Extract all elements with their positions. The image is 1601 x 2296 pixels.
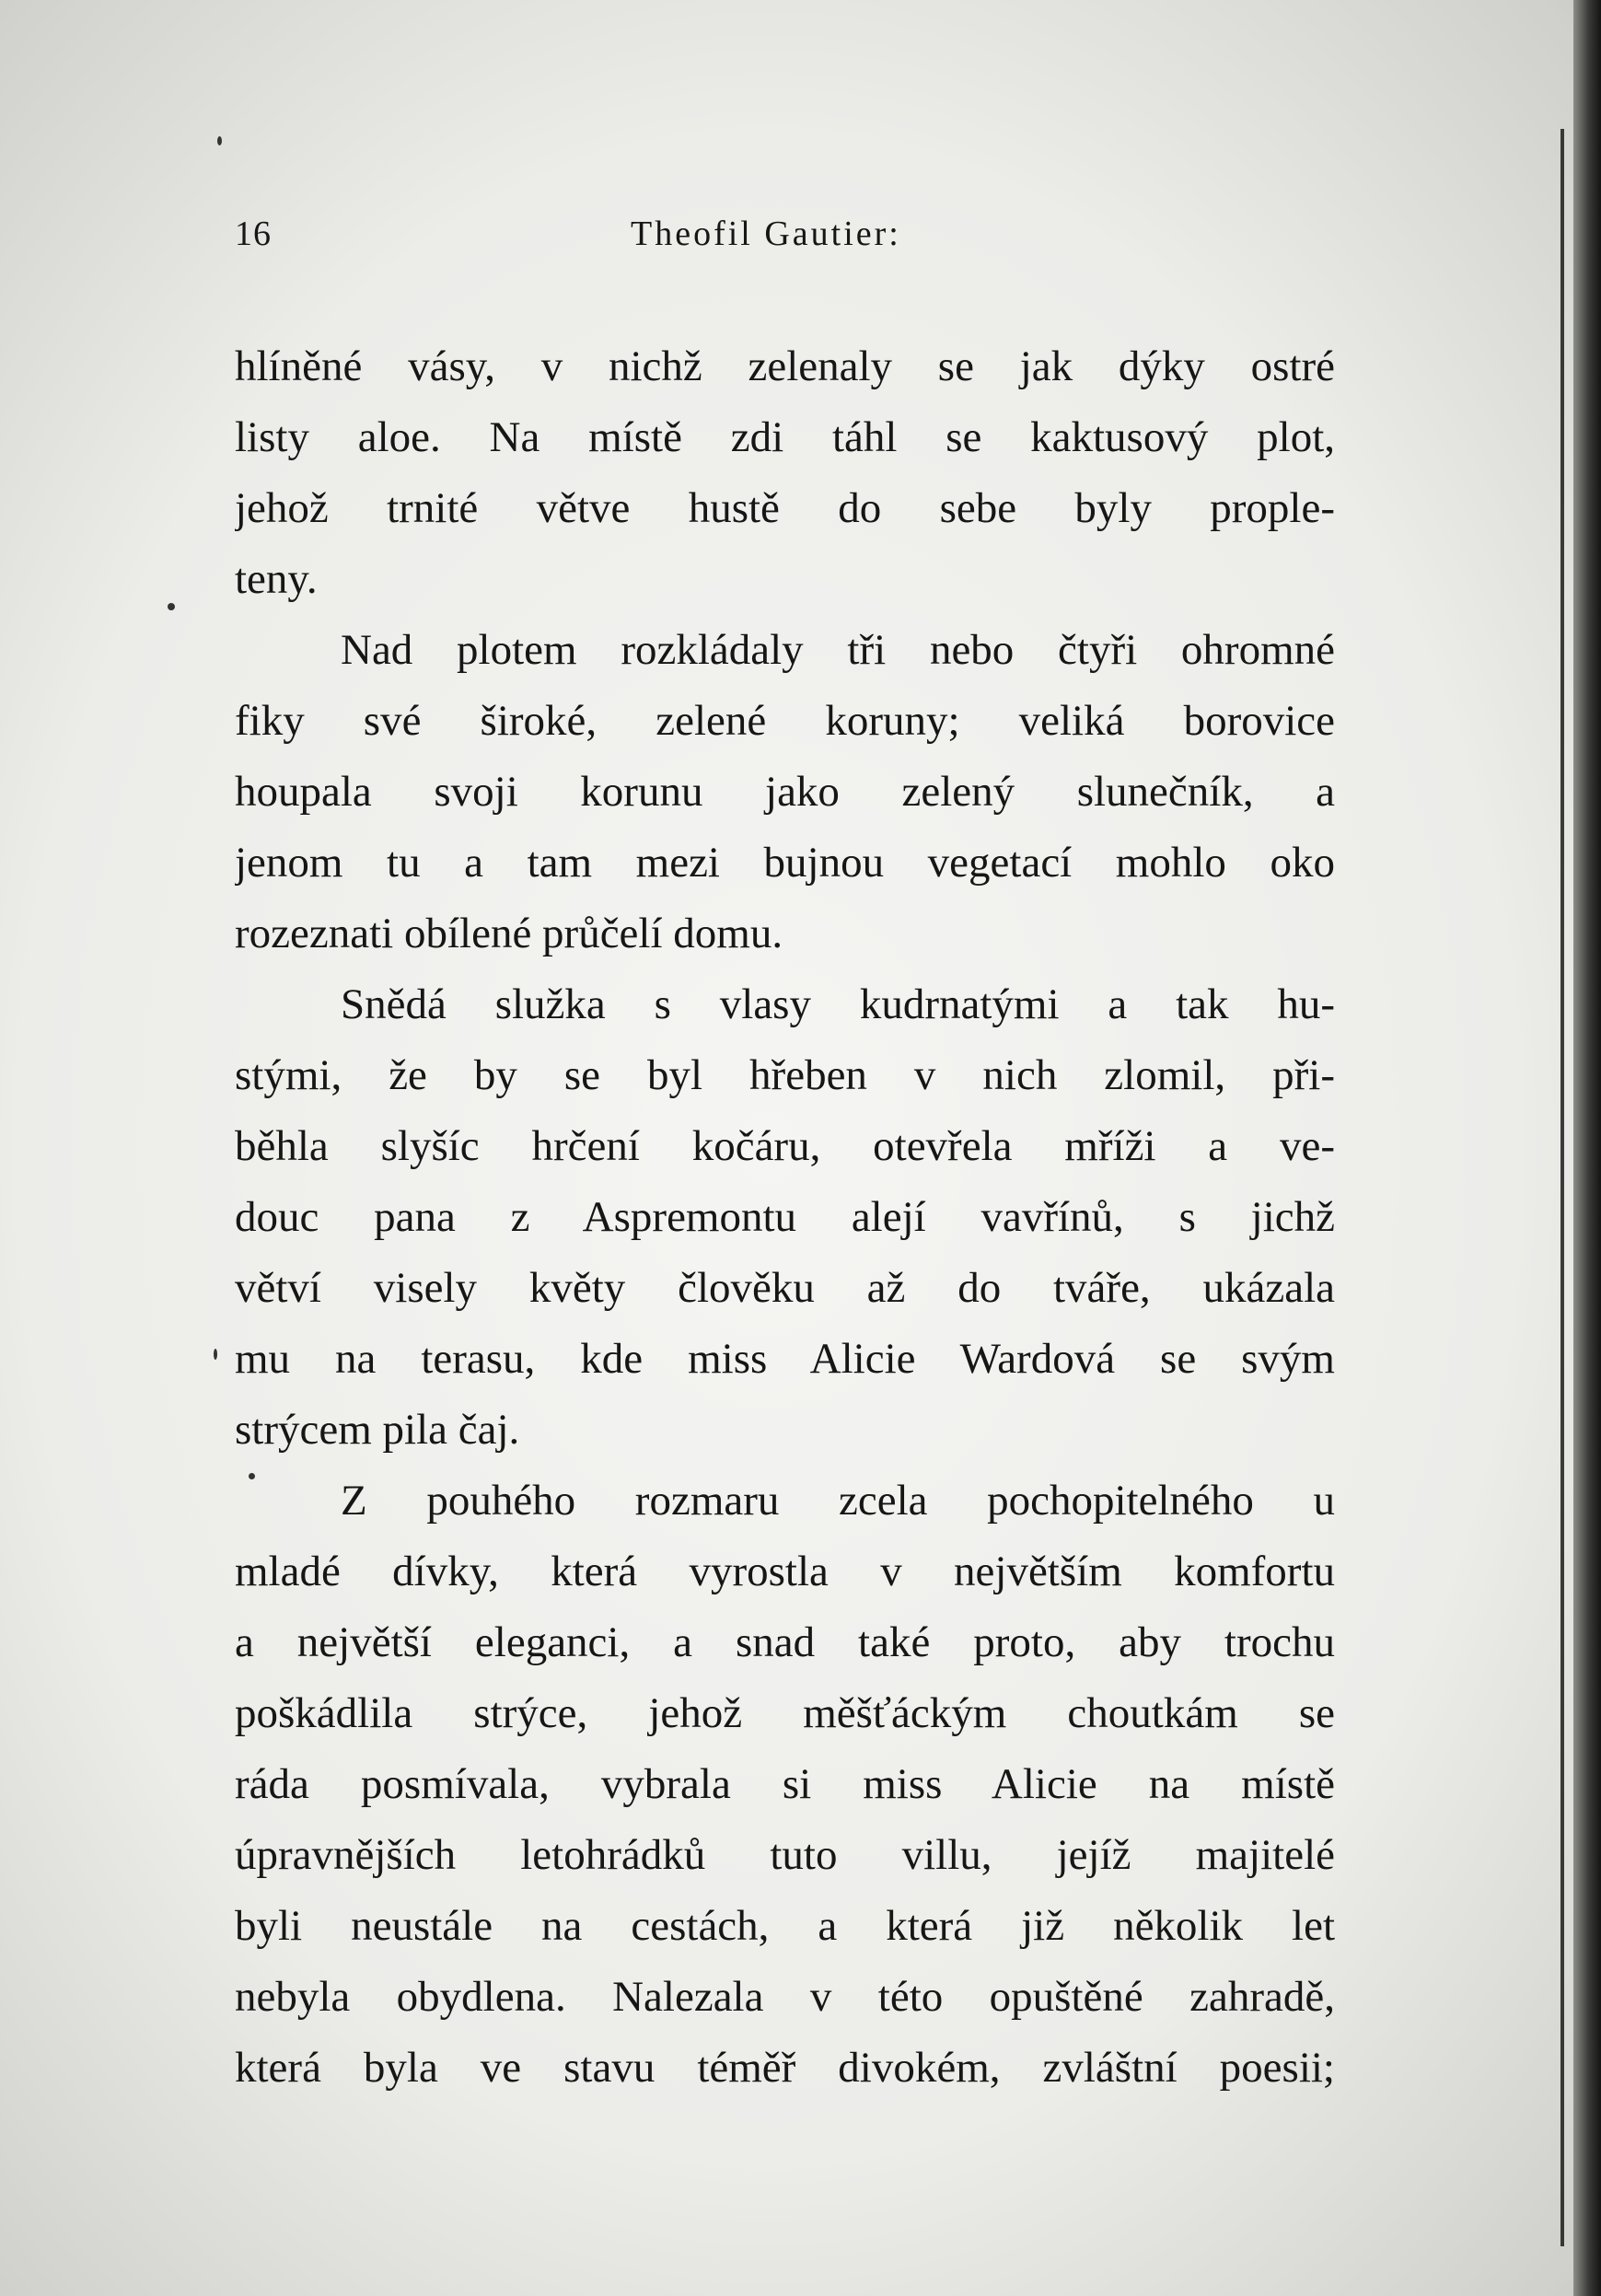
text-line: listy aloe. Na místě zdi táhl se kaktusový plot, [235, 413, 1335, 461]
text-line: teny. [235, 555, 318, 603]
text-line: která byla ve stavu téměř divokém, zvláštní poesii; [235, 2044, 1335, 2092]
text-line: rozeznati obílené průčelí domu. [235, 910, 783, 957]
text-line: byli neustále na cestách, a která již několik let [235, 1902, 1335, 1950]
text-line: Z pouhého rozmaru zcela pochopitelného u [341, 1477, 1335, 1525]
text-line: jehož trnité větve hustě do sebe byly prople- [235, 484, 1335, 532]
page-edge-shadow [1573, 0, 1601, 2296]
text-line: mu na terasu, kde miss Alicie Wardová se svým [235, 1335, 1335, 1383]
text-line: stými, že by se byl hřeben v nich zlomil, při- [235, 1051, 1335, 1099]
text-line: úpravnějších letohrádků tuto villu, jejíž majitelé [235, 1831, 1335, 1879]
text-line: Snědá služka s vlasy kudrnatými a tak hu- [341, 980, 1335, 1028]
text-line: houpala svoji korunu jako zelený slunečník, a [235, 768, 1335, 816]
text-line: strýcem pila čaj. [235, 1406, 520, 1454]
binding-line [1560, 129, 1564, 2246]
text-line: a největší eleganci, a snad také proto, aby trochu [235, 1618, 1335, 1666]
running-head: Theofil Gautier: [631, 215, 901, 253]
text-line: ráda posmívala, vybrala si miss Alicie na místě [235, 1760, 1335, 1808]
page-header [235, 214, 1335, 269]
print-speck [217, 136, 222, 145]
text-line: poškádlila strýce, jehož měšťáckým choutkám se [235, 1689, 1335, 1737]
text-line: jenom tu a tam mezi bujnou vegetací mohlo oko [235, 839, 1335, 887]
print-speck [214, 1349, 217, 1360]
text-line: mladé dívky, která vyrostla v největším komfortu [235, 1548, 1335, 1595]
page-number: 16 [235, 215, 272, 253]
text-line: douc pana z Aspremontu alejí vavřínů, s jichž [235, 1193, 1335, 1241]
text-line: Nad plotem rozkládaly tři nebo čtyři ohromné [341, 626, 1335, 674]
text-line: nebyla obydlena. Nalezala v této opuštěné zahradě, [235, 1973, 1335, 2021]
body-text [235, 331, 1335, 2104]
text-line: hlíněné vásy, v nichž zelenaly se jak dýky ostré [235, 342, 1335, 390]
text-line: fiky své široké, zelené koruny; veliká borovice [235, 697, 1335, 745]
text-line: běhla slyšíc hrčení kočáru, otevřela mříži a ve- [235, 1122, 1335, 1170]
print-speck [168, 603, 175, 610]
text-line: větví visely květy člověku až do tváře, ukázala [235, 1264, 1335, 1312]
